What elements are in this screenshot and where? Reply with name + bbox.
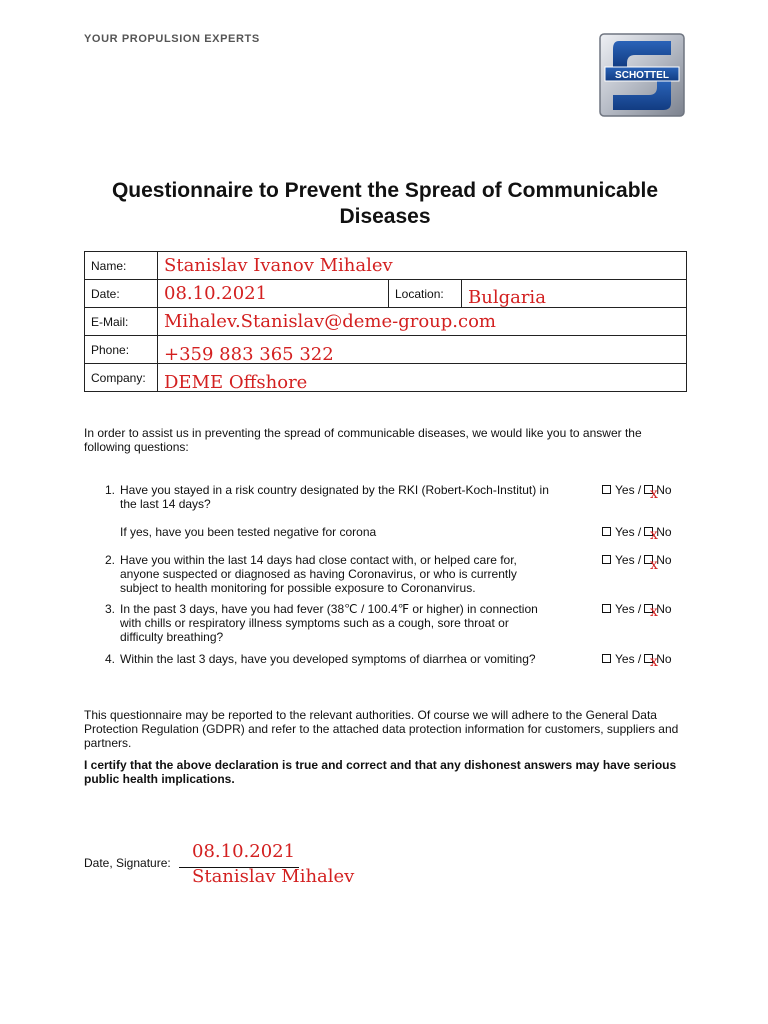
phone-field[interactable] xyxy=(158,336,687,364)
question-item xyxy=(84,602,686,646)
answer-options xyxy=(602,602,692,616)
question-item xyxy=(84,483,686,513)
yes-label: Yes / xyxy=(615,553,642,567)
date-label: Date: xyxy=(85,280,158,308)
certification-statement: I certify that the above declaration is true and correct and that any dishonest answers may have serious public health implications. xyxy=(84,758,677,786)
question-number: 4. xyxy=(104,652,115,666)
company-field[interactable] xyxy=(158,364,687,392)
answer-options xyxy=(602,483,692,497)
phone-label: Phone: xyxy=(85,336,158,364)
question-text: Have you within the last 14 days had close contact with, or helped care for, anyone suspected or diagnosed as having Coronavirus, or who is currently subject to health monitoring for possible exposure to Coronanvirus. xyxy=(120,553,517,595)
signature-name: Stanislav Mihalev xyxy=(192,866,355,887)
personal-info-table xyxy=(84,251,687,392)
question-text: Within the last 3 days, have you developed symptoms of diarrhea or vomiting? xyxy=(120,652,536,666)
question-number: 3. xyxy=(104,602,115,616)
question-item xyxy=(84,525,686,541)
no-check-mark: x xyxy=(650,486,658,502)
date-location-row xyxy=(85,280,687,308)
yes-label: Yes / xyxy=(615,525,642,539)
yes-label: Yes / xyxy=(615,652,642,666)
logo-wordmark: SCHOTTEL xyxy=(615,70,669,81)
answer-options xyxy=(602,525,692,539)
signature-date: 08.10.2021 xyxy=(192,841,296,862)
question-number: 1. xyxy=(104,483,115,497)
question-text: In the past 3 days, have you had fever (38℃ / 100.4℉ or higher) in connection with chills or respiratory illness symptoms such as a cough, sore throat or difficulty breathing? xyxy=(120,602,538,644)
yes-label: Yes / xyxy=(615,483,642,497)
email-field[interactable] xyxy=(158,308,687,336)
answer-options xyxy=(602,652,692,666)
email-value: Mihalev.Stanislav@deme-group.com xyxy=(164,311,496,332)
name-row xyxy=(85,252,687,280)
date-field[interactable] xyxy=(158,280,389,308)
no-check-mark: x xyxy=(650,604,658,620)
yes-checkbox[interactable] xyxy=(602,527,611,536)
location-value: Bulgaria xyxy=(468,287,546,308)
name-value: Stanislav Ivanov Mihalev xyxy=(164,255,393,276)
location-field[interactable] xyxy=(462,280,687,308)
intro-text: In order to assist us in preventing the spread of communicable diseases, we would like you to answer the following questions: xyxy=(84,426,642,454)
company-row xyxy=(85,364,687,392)
phone-value: +359 883 365 322 xyxy=(164,344,334,364)
question-text: Have you stayed in a risk country designated by the RKI (Robert-Koch-Institut) in the last 14 days? xyxy=(120,483,549,511)
answer-options xyxy=(602,553,692,567)
name-field[interactable] xyxy=(158,252,687,280)
email-label: E-Mail: xyxy=(85,308,158,336)
phone-row xyxy=(85,336,687,364)
email-row xyxy=(85,308,687,336)
no-label: No xyxy=(656,483,672,497)
no-label: No xyxy=(656,652,672,666)
no-check-mark: x xyxy=(650,557,658,573)
document-title: Questionnaire to Prevent the Spread of Communicable Diseases xyxy=(111,179,659,228)
no-label: No xyxy=(656,553,672,567)
company-value: DEME Offshore xyxy=(164,372,308,392)
signature-label: Date, Signature: xyxy=(84,856,171,870)
question-item xyxy=(84,652,686,682)
date-value: 08.10.2021 xyxy=(164,283,268,304)
gdpr-notice: This questionnaire may be reported to the relevant authorities. Of course we will adhere to the General Data Protection Regulation (GDPR) and refer to the attached data protection information for customers, suppliers and partners. xyxy=(84,708,679,750)
no-label: No xyxy=(656,525,672,539)
yes-checkbox[interactable] xyxy=(602,654,611,663)
name-label: Name: xyxy=(85,252,158,280)
yes-checkbox[interactable] xyxy=(602,555,611,564)
schottel-logo xyxy=(599,33,685,117)
question-item xyxy=(84,553,686,597)
yes-label: Yes / xyxy=(615,602,642,616)
company-label: Company: xyxy=(85,364,158,392)
company-tagline: YOUR PROPULSION EXPERTS xyxy=(84,33,260,45)
question-text: If yes, have you been tested negative for corona xyxy=(120,525,377,539)
no-check-mark: x xyxy=(650,654,658,670)
yes-checkbox[interactable] xyxy=(602,604,611,613)
question-number: 2. xyxy=(104,553,115,567)
no-label: No xyxy=(656,602,672,616)
yes-checkbox[interactable] xyxy=(602,485,611,494)
no-check-mark: x xyxy=(650,527,658,543)
location-label: Location: xyxy=(389,280,462,308)
